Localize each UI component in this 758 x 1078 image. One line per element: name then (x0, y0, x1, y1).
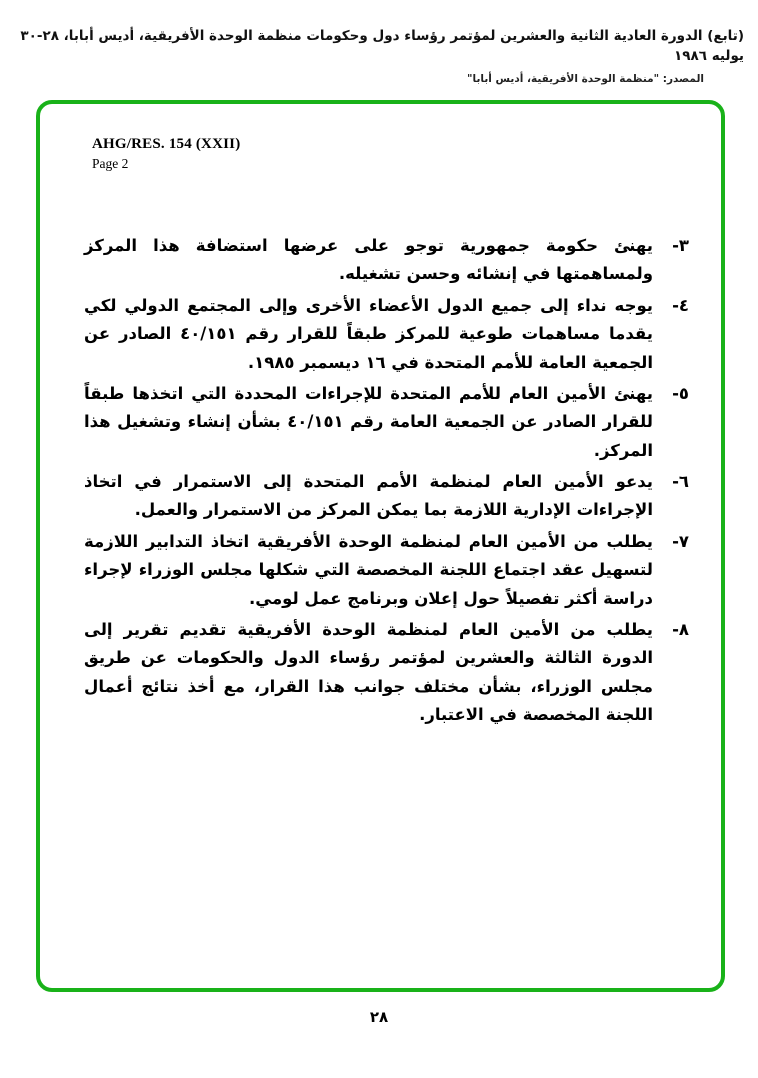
item-number: ٥- (672, 383, 689, 403)
header-citation: (تابع) الدورة العادية الثانية والعشرين لمؤتمر رؤساء دول وحكومات منظمة الوحدة الأفريقية، أديس أبابا، ٢٨-٣٠ يوليه ١٩٨٦ (20, 28, 744, 65)
item-text: يطلب من الأمين العام لمنظمة الوحدة الأفريقية تقديم تقرير إلى الدورة الثالثة والعشرين لمؤتمر رؤساء الدول والحكومات عن طريق مجلس الوزراء، بشأن مختلف جوانب هذا القرار، مع أخذ نتائج أعمال اللجنة المخصصة في الاعتبار. (84, 619, 653, 724)
item-text: يدعو الأمين العام لمنظمة الأمم المتحدة إلى الاستمرار في اتخاذ الإجراءات الإدارية اللازمة بما يمكن المركز من الاستمرار والعمل. (84, 472, 653, 520)
resolution-body (84, 232, 689, 732)
doc-reference-block (92, 136, 240, 172)
resolution-item-7 (84, 528, 689, 613)
item-number: ٨- (672, 619, 689, 639)
resolution-item-8 (84, 616, 689, 730)
resolution-item-5 (84, 380, 689, 465)
item-text: يطلب من الأمين العام لمنظمة الوحدة الأفريقية اتخاذ التدابير اللازمة لتسهيل عقد اجتماع اللجنة المخصصة التي شكلها مجلس الوزراء لإجراء دراسة أكثر تفصيلاً حول إعلان وبرنامج عمل لومي. (84, 531, 653, 608)
top-header (14, 26, 744, 85)
item-text: يهنئ حكومة جمهورية توجو على عرضها استضافة هذا المركز ولمساهمتها في إنشائه وحسن تشغيله. (84, 236, 653, 284)
doc-page-label: Page 2 (92, 156, 129, 171)
content-border-box (36, 100, 725, 992)
resolution-item-4 (84, 292, 689, 377)
item-number: ٧- (672, 531, 689, 551)
resolution-item-6 (84, 468, 689, 525)
item-text: يهنئ الأمين العام للأمم المتحدة للإجراءات المحددة التي اتخذها طبقاً للقرار الصادر عن الجمعية العامة رقم ٤٠/١٥١ بشأن إنشاء وتشغيل هذا المركز. (84, 383, 653, 460)
item-number: ٣- (672, 236, 689, 255)
doc-reference: AHG/RES. 154 (XXII) (92, 136, 241, 152)
page-number: ٢٨ (369, 1008, 389, 1026)
source-line: المصدر: "منظمة الوحدة الأفريقية، أديس أبابا" (467, 72, 704, 85)
item-number: ٦- (672, 472, 689, 491)
item-number: ٤- (672, 295, 689, 315)
item-text: يوجه نداء إلى جميع الدول الأعضاء الأخرى وإلى المجتمع الدولي لكي يقدما مساهمات طوعية للمركز طبقاً للقرار رقم ٤٠/١٥١ الصادر عن الجمعية العامة للأمم المتحدة في ١٦ ديسمبر ١٩٨٥. (84, 295, 653, 372)
resolution-item-3 (84, 232, 689, 289)
